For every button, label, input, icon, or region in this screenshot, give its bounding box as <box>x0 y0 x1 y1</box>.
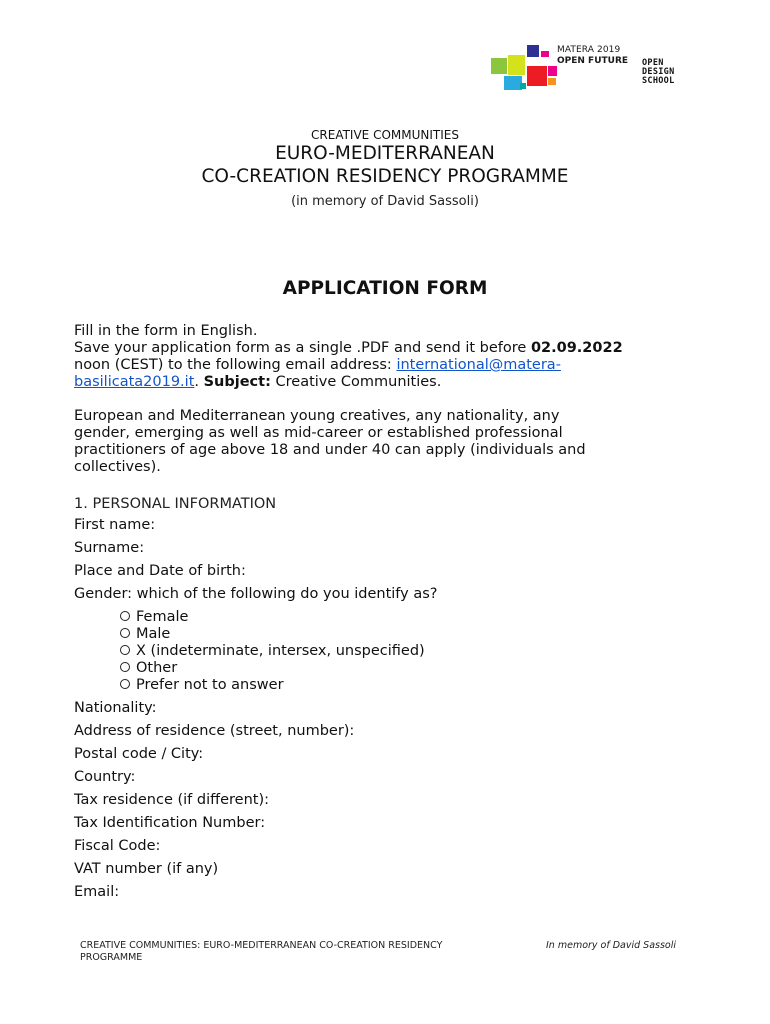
eligibility-line: practitioners of age above 18 and under 40 can apply (individuals and <box>74 442 586 458</box>
intro-line: Fill in the form in English. <box>74 323 258 339</box>
eligibility-line: gender, emerging as well as mid-career or established professional <box>74 425 563 441</box>
logo-text-line2: OPEN FUTURE <box>557 56 629 66</box>
field-first-name[interactable]: First name: <box>74 517 156 533</box>
intro-text: . <box>194 374 204 390</box>
kicker: CREATIVE COMMUNITIES <box>311 128 459 142</box>
title-line2: CO-CREATION RESIDENCY PROGRAMME <box>201 166 569 187</box>
eligibility-paragraph <box>74 408 684 476</box>
field-surname[interactable]: Surname: <box>74 540 145 556</box>
subject-label: Subject: <box>203 374 271 390</box>
gender-option-prefer-not[interactable] <box>120 677 284 693</box>
radio-circle-icon[interactable] <box>120 662 130 672</box>
option-label: Female <box>136 609 189 625</box>
subject-value: Creative Communities. <box>270 374 442 390</box>
ods-line: OPEN <box>642 58 664 68</box>
email-link-continued[interactable]: basilicata2019.it <box>74 374 195 390</box>
intro-text: Save your application form as a single .PDF and send it before <box>74 340 531 356</box>
eligibility-line: collectives). <box>74 459 161 475</box>
radio-circle-icon[interactable] <box>120 628 130 638</box>
logo-square <box>548 78 556 85</box>
option-label: X (indeterminate, intersex, unspecified) <box>136 643 425 659</box>
field-vat-number[interactable]: VAT number (if any) <box>74 861 219 877</box>
section-title: 1. PERSONAL INFORMATION <box>74 496 277 512</box>
gender-option-female[interactable] <box>120 609 188 625</box>
field-email[interactable]: Email: <box>74 884 120 900</box>
intro-text: noon (CEST) to the following email address: <box>74 357 397 373</box>
field-fiscal-code[interactable]: Fiscal Code: <box>74 838 161 854</box>
logo-square <box>527 45 539 57</box>
field-country[interactable]: Country: <box>74 769 136 785</box>
field-tax-residence[interactable]: Tax residence (if different): <box>74 792 270 808</box>
logo-square <box>527 66 547 86</box>
field-address[interactable]: Address of residence (street, number): <box>74 723 355 739</box>
intro-line <box>74 340 684 357</box>
logo-square <box>508 55 525 75</box>
option-label: Other <box>136 660 178 676</box>
logo-square <box>491 58 507 74</box>
ods-line: DESIGN <box>642 67 675 77</box>
field-nationality[interactable]: Nationality: <box>74 700 157 716</box>
field-place-date-birth[interactable]: Place and Date of birth: <box>74 563 246 579</box>
page-title: APPLICATION FORM <box>282 278 488 299</box>
open-design-school-logo <box>642 59 675 86</box>
logo-text-line1: MATERA 2019 <box>557 45 621 55</box>
field-postal-city[interactable]: Postal code / City: <box>74 746 204 762</box>
field-tax-id[interactable]: Tax Identification Number: <box>74 815 266 831</box>
gender-option-male[interactable] <box>120 626 170 642</box>
gender-option-other[interactable] <box>120 660 177 676</box>
footer-right: In memory of David Sassoli <box>546 940 677 951</box>
option-label: Male <box>136 626 171 642</box>
logo-square <box>548 66 557 76</box>
memory-subtitle: (in memory of David Sassoli) <box>291 194 479 209</box>
ods-line: SCHOOL <box>642 76 675 86</box>
footer-left: CREATIVE COMMUNITIES: EURO-MEDITERRANEAN CO-CREATION RESIDENCY PROGRAMME <box>80 940 443 963</box>
field-gender: Gender: which of the following do you identify as? <box>74 586 438 602</box>
deadline: 02.09.2022 <box>530 340 623 356</box>
option-label: Prefer not to answer <box>136 677 284 693</box>
gender-option-x[interactable] <box>120 643 425 659</box>
radio-circle-icon[interactable] <box>120 645 130 655</box>
intro-line <box>74 374 684 391</box>
intro-line <box>74 357 684 374</box>
intro-paragraph <box>74 323 684 391</box>
logo-square <box>541 51 549 57</box>
title-line1: EURO-MEDITERRANEAN <box>275 143 495 164</box>
email-link[interactable]: international@matera- <box>396 357 561 373</box>
radio-circle-icon[interactable] <box>120 611 130 621</box>
eligibility-line: European and Mediterranean young creatives, any nationality, any <box>74 408 560 424</box>
logo-square <box>520 83 526 89</box>
radio-circle-icon[interactable] <box>120 679 130 689</box>
